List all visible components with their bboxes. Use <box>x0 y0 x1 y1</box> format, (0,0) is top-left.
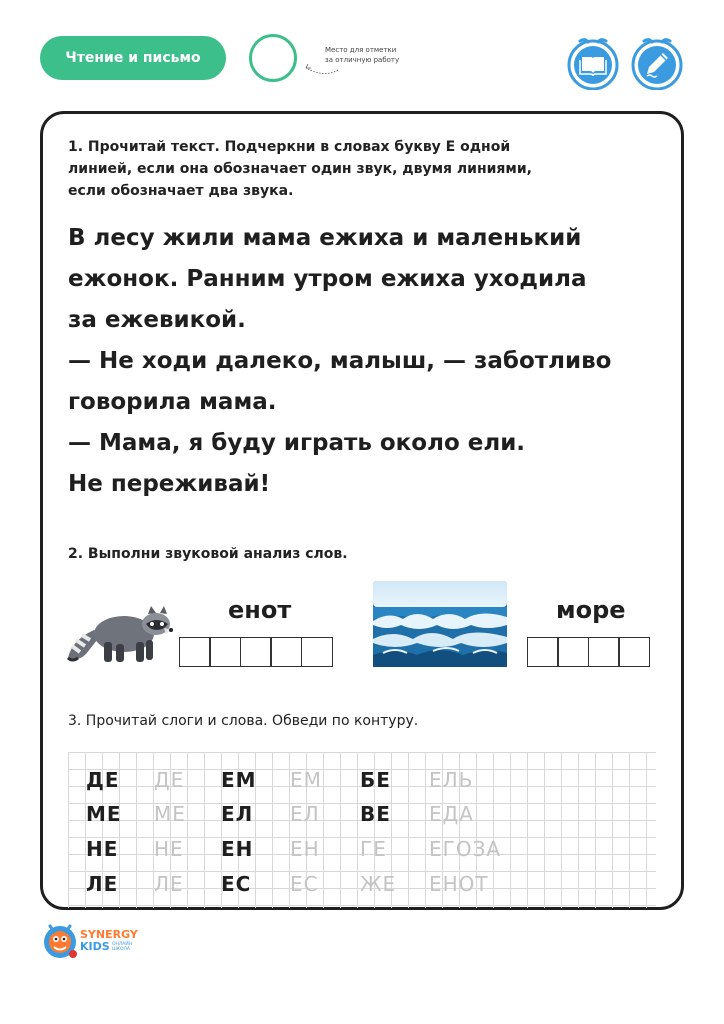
sound-cell[interactable] <box>618 637 650 667</box>
sound-cell[interactable] <box>179 637 211 667</box>
grade-mark-note <box>325 45 399 65</box>
reading-line: ежонок. Ранним утром ежиха уходила <box>68 266 587 292</box>
reading-line: говорила мама. <box>68 389 277 415</box>
task1-instruction-line: линией, если она обозначает один звук, двумя линиями, <box>68 161 532 177</box>
trace-syllable: ЖЕ <box>360 872 397 896</box>
trace-syllable: ЕС <box>290 872 319 896</box>
trace-syllable: ЕГОЗА <box>429 837 502 861</box>
word-enot: енот <box>228 596 292 624</box>
syllable: ДЕ <box>86 768 120 792</box>
logo-text-kids: KIDS <box>80 940 110 953</box>
grade-mark-circle <box>249 34 297 82</box>
sound-cell[interactable] <box>301 637 333 667</box>
reading-line: В лесу жили мама ежиха и маленький <box>68 225 582 251</box>
sound-cell[interactable] <box>270 637 302 667</box>
sound-scheme-more[interactable] <box>528 637 650 667</box>
syllable: ЕМ <box>221 768 257 792</box>
syllable: ЛЕ <box>86 872 119 896</box>
grade-mark-note-line1: Место для отметки <box>325 46 397 54</box>
trace-syllable: ЕНОТ <box>429 872 489 896</box>
sound-cell[interactable] <box>557 637 589 667</box>
syllable-row <box>68 768 668 798</box>
task3-instruction: 3. Прочитай слоги и слова. Обведи по контуру. <box>68 713 419 729</box>
syllable: МЕ <box>86 802 122 826</box>
syllable-grid <box>68 752 656 908</box>
logo-text-online: ОНЛАЙН <box>112 942 133 947</box>
pencil-icon <box>630 36 684 90</box>
task2-instruction: 2. Выполни звуковой анализ слов. <box>68 546 348 562</box>
trace-syllable: ЕН <box>290 837 320 861</box>
trace-syllable: МЕ <box>154 802 186 826</box>
syllable-row <box>68 837 668 867</box>
sound-cell[interactable] <box>240 637 272 667</box>
trace-syllable: НЕ <box>154 837 184 861</box>
logo-text-synergy: SYNERGY <box>80 928 138 941</box>
trace-syllable: ДЕ <box>154 768 185 792</box>
trace-syllable: ГЕ <box>360 837 387 861</box>
reading-line: Не переживай! <box>68 471 271 497</box>
syllable-row <box>68 872 668 902</box>
sound-cell[interactable] <box>209 637 241 667</box>
book-icon <box>566 36 620 90</box>
task1-instruction <box>68 136 628 202</box>
task1-instruction-line: 1. Прочитай текст. Подчеркни в словах букву Е одной <box>68 139 511 155</box>
reading-line: — Мама, я буду играть около ели. <box>68 430 526 456</box>
logo-text-school: ШКОЛА <box>112 947 131 952</box>
synergy-kids-logo <box>40 916 150 962</box>
trace-syllable: ЕМ <box>290 768 322 792</box>
sea-illustration <box>373 581 507 667</box>
sound-cell[interactable] <box>588 637 620 667</box>
reading-line: — Не ходи далеко, малыш, — заботливо <box>68 348 612 374</box>
syllable: ВЕ <box>360 802 391 826</box>
trace-syllable: ЕДА <box>429 802 474 826</box>
grade-mark-note-line2: за отличную работу <box>325 56 400 64</box>
task1-instruction-line: если обозначает два звука. <box>68 183 294 199</box>
word-more: море <box>556 596 626 624</box>
subject-badge: Чтение и письмо <box>40 36 226 80</box>
syllable: ЕС <box>221 872 252 896</box>
trace-syllable: ЕЛЬ <box>429 768 474 792</box>
syllable: НЕ <box>86 837 119 861</box>
trace-syllable: ЛЕ <box>154 872 184 896</box>
raccoon-illustration <box>64 600 174 668</box>
reading-text <box>68 218 668 505</box>
syllable: ЕН <box>221 837 254 861</box>
trace-syllable: ЕЛ <box>290 802 320 826</box>
syllable: БЕ <box>360 768 391 792</box>
sound-cell[interactable] <box>527 637 559 667</box>
sound-scheme-enot[interactable] <box>180 637 333 667</box>
reading-line: за ежевикой. <box>68 307 246 333</box>
syllable: ЕЛ <box>221 802 254 826</box>
syllable-row <box>68 802 668 832</box>
